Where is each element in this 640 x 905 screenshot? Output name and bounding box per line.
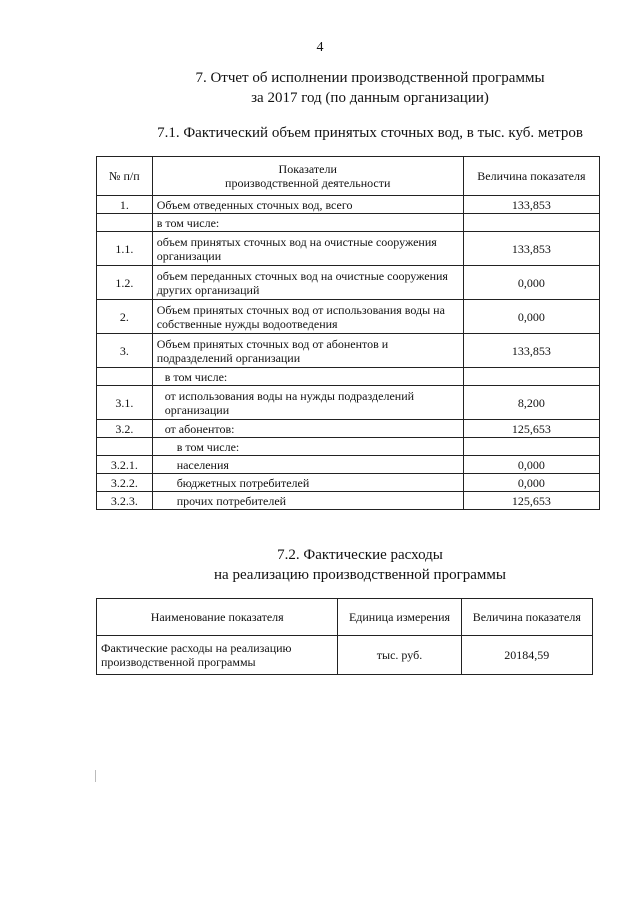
page-number: 4: [316, 40, 324, 55]
header-indicator-name: Наименование показателя: [97, 599, 338, 636]
row-num: 3.1.: [97, 386, 153, 420]
table-row: [97, 266, 600, 300]
row-value: 125,653: [463, 420, 599, 438]
section-7-2-title-line1: 7.2. Фактические расходы: [277, 547, 443, 563]
section-7-2-title: [80, 545, 640, 585]
section-7-2-title-line2: на реализацию производственной программы: [214, 567, 506, 583]
row-num: 1.2.: [97, 266, 153, 300]
table-row: [97, 636, 593, 675]
header-num: № п/п: [97, 157, 153, 196]
row-num: [97, 438, 153, 456]
table-row: [97, 196, 600, 214]
header-value: Величина показателя: [461, 599, 592, 636]
expense-name: Фактические расходы на реализацию производственной программы: [97, 636, 338, 675]
table-row: [97, 232, 600, 266]
section-7-title: [90, 68, 640, 108]
table-row: [97, 386, 600, 420]
row-indicator: от использования воды на нужды подразделений организации: [152, 386, 463, 420]
row-num: 2.: [97, 300, 153, 334]
row-value: 0,000: [463, 474, 599, 492]
row-indicator: в том числе:: [152, 214, 463, 232]
expenses-table: [96, 598, 593, 675]
table-row: [97, 438, 600, 456]
expense-unit: тыс. руб.: [338, 636, 461, 675]
row-value: [463, 438, 599, 456]
row-num: [97, 214, 153, 232]
row-indicator: бюджетных потребителей: [152, 474, 463, 492]
sewage-volume-table-body: [97, 196, 600, 510]
row-indicator: Объем принятых сточных вод от использования воды на собственные нужды водоотведения: [152, 300, 463, 334]
row-num: 1.: [97, 196, 153, 214]
header-value: Величина показателя: [463, 157, 599, 196]
row-indicator: в том числе:: [152, 438, 463, 456]
table-row: [97, 368, 600, 386]
row-indicator: Объем принятых сточных вод от абонентов и подразделений организации: [152, 334, 463, 368]
row-indicator: объем переданных сточных вод на очистные сооружения других организаций: [152, 266, 463, 300]
row-num: 3.2.: [97, 420, 153, 438]
row-indicator: Объем отведенных сточных вод, всего: [152, 196, 463, 214]
header-indicators-line1: Показатели: [278, 162, 337, 176]
section-7-title-line1: 7. Отчет об исполнении производственной программы: [195, 70, 545, 86]
section-7-1-title: 7.1. Фактический объем принятых сточных вод, в тыс. куб. метров: [157, 125, 583, 141]
header-indicators-line2: производственной деятельности: [225, 176, 391, 190]
row-indicator: в том числе:: [152, 368, 463, 386]
row-value: 133,853: [463, 232, 599, 266]
row-num: [97, 368, 153, 386]
row-num: 3.2.3.: [97, 492, 153, 510]
row-num: 3.2.1.: [97, 456, 153, 474]
row-indicator: населения: [152, 456, 463, 474]
table-header-row: [97, 599, 593, 636]
row-value: 125,653: [463, 492, 599, 510]
row-value: 0,000: [463, 300, 599, 334]
row-value: [463, 214, 599, 232]
table-row: [97, 300, 600, 334]
row-value: 0,000: [463, 266, 599, 300]
row-value: 0,000: [463, 456, 599, 474]
row-indicator: объем принятых сточных вод на очистные сооружения организации: [152, 232, 463, 266]
row-num: 3.: [97, 334, 153, 368]
table-row: [97, 334, 600, 368]
row-value: [463, 368, 599, 386]
row-num: 1.1.: [97, 232, 153, 266]
table-header-row: [97, 157, 600, 196]
expense-value: 20184,59: [461, 636, 592, 675]
row-value: 8,200: [463, 386, 599, 420]
table-row: [97, 474, 600, 492]
row-value: 133,853: [463, 196, 599, 214]
table-row: [97, 420, 600, 438]
row-value: 133,853: [463, 334, 599, 368]
row-indicator: прочих потребителей: [152, 492, 463, 510]
section-7-title-line2: за 2017 год (по данным организации): [251, 90, 489, 106]
table-row: [97, 456, 600, 474]
header-indicators: [152, 157, 463, 196]
sewage-volume-table: [96, 156, 600, 510]
table-row: [97, 214, 600, 232]
margin-mark: [95, 770, 96, 782]
table-row: [97, 492, 600, 510]
row-num: 3.2.2.: [97, 474, 153, 492]
row-indicator: от абонентов:: [152, 420, 463, 438]
header-unit: Единица измерения: [338, 599, 461, 636]
